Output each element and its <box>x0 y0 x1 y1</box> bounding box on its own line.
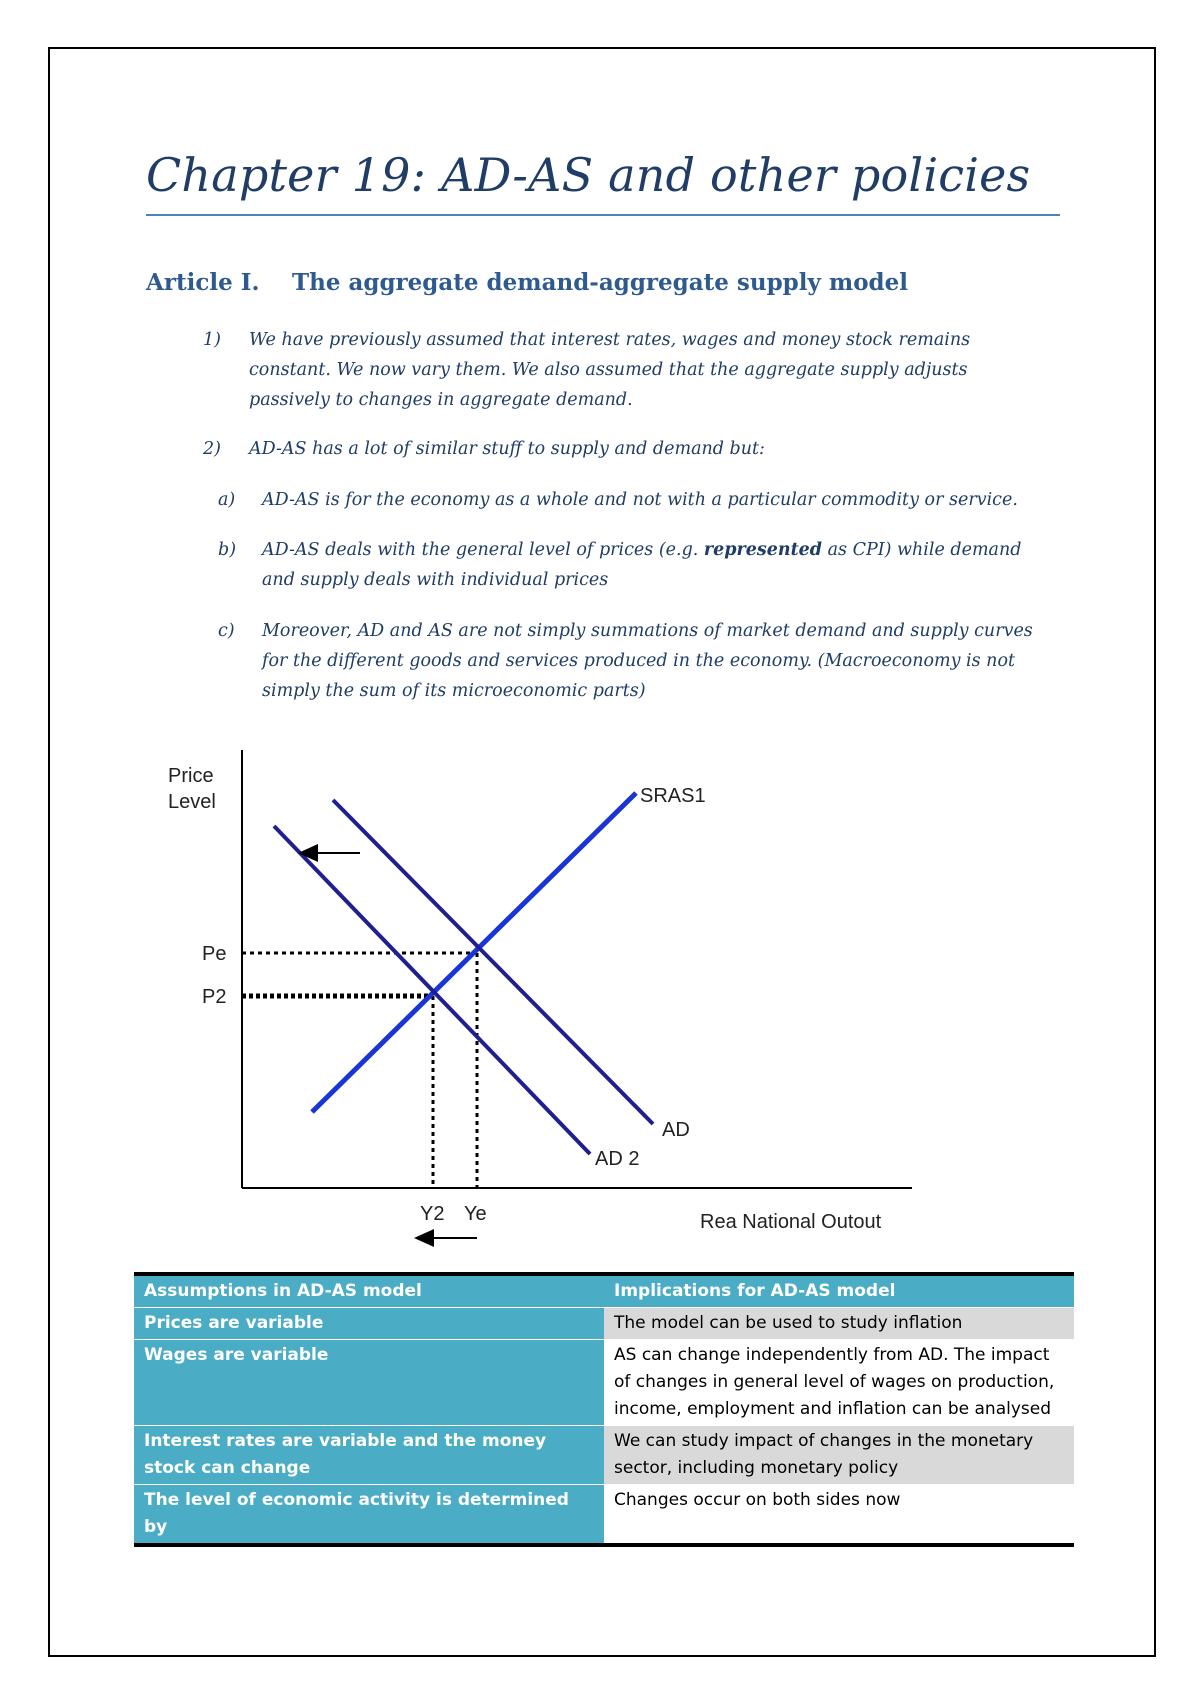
list-marker: a) <box>218 490 236 510</box>
article-number: Article I. <box>146 269 260 296</box>
y2-label: Y2 <box>420 1203 445 1225</box>
sras-curve <box>312 793 636 1112</box>
text-segment: as CPI) while demand and supply deals with individual prices <box>262 540 1022 590</box>
list-marker: 1) <box>203 330 221 350</box>
table-cell-assumption: Prices are variable <box>134 1308 604 1339</box>
ad2-label: AD 2 <box>595 1148 640 1170</box>
list-item-a <box>218 485 1068 517</box>
table-header-row <box>134 1272 1074 1307</box>
x-axis-label: Rea National Outout <box>700 1211 882 1233</box>
list-item-2 <box>203 434 1023 466</box>
table-cell-implication: The model can be used to study inflation <box>604 1308 1074 1339</box>
table-cell-assumption: The level of economic activity is determined by <box>134 1485 604 1543</box>
list-item-text: AD-AS has a lot of similar stuff to supply and demand but: <box>249 439 765 459</box>
y-axis-label-line1: Price <box>168 765 214 787</box>
assumptions-table <box>134 1272 1074 1547</box>
table-cell-implication: AS can change independently from AD. The impact of changes in general level of wages on production, income, employment and inflation can be analysed <box>604 1340 1074 1425</box>
ad-label: AD <box>662 1119 690 1141</box>
table-cell-assumption: Interest rates are variable and the money stock can change <box>134 1426 604 1484</box>
list-marker: c) <box>218 621 235 641</box>
table-cell-assumption: Wages are variable <box>134 1340 604 1425</box>
text-segment: AD-AS deals with the general level of prices (e.g. <box>262 540 704 560</box>
y-axis-label-line2: Level <box>168 791 216 813</box>
table-row <box>134 1339 1074 1425</box>
ad-curve <box>333 800 653 1124</box>
table-header-cell: Implications for AD-AS model <box>604 1276 1074 1307</box>
list-item-text: Moreover, AD and AS are not simply summations of market demand and supply curves for the different goods and services produced in the economy. (Macroeconomy is not simply the sum of its microeconomic parts) <box>262 621 1033 701</box>
list-marker: b) <box>218 540 237 560</box>
p2-label: P2 <box>202 986 227 1008</box>
bold-word: represented <box>703 540 823 560</box>
article-heading <box>146 269 908 296</box>
list-marker: 2) <box>203 439 221 459</box>
list-item-text <box>262 535 1052 595</box>
list-item-c <box>218 616 1068 708</box>
ad-as-graph <box>150 740 950 1250</box>
list-item-text: We have previously assumed that interest rates, wages and money stock remains constant. We now vary them. We also assumed that the aggregate supply adjusts passively to changes in aggregate demand. <box>249 330 971 410</box>
table-row <box>134 1307 1074 1339</box>
ad-as-graph-svg <box>150 740 950 1250</box>
list-item-b <box>218 535 1068 597</box>
list-item-text: AD-AS is for the economy as a whole and not with a particular commodity or service. <box>262 490 1018 510</box>
ye-label: Ye <box>464 1203 487 1225</box>
table-row <box>134 1425 1074 1484</box>
table-cell-implication: We can study impact of changes in the monetary sector, including monetary policy <box>604 1426 1074 1484</box>
list-item-1 <box>203 325 1023 417</box>
pe-label: Pe <box>202 943 227 965</box>
table-cell-implication: Changes occur on both sides now <box>604 1485 1074 1543</box>
table-row <box>134 1484 1074 1547</box>
title-rule <box>146 214 1060 216</box>
chapter-title: Chapter 19: AD-AS and other policies <box>146 148 1031 202</box>
article-title: The aggregate demand-aggregate supply model <box>292 269 908 296</box>
table-header-cell: Assumptions in AD-AS model <box>134 1276 604 1307</box>
left-arrow-icon <box>414 1229 434 1247</box>
sras-label: SRAS1 <box>640 785 706 807</box>
